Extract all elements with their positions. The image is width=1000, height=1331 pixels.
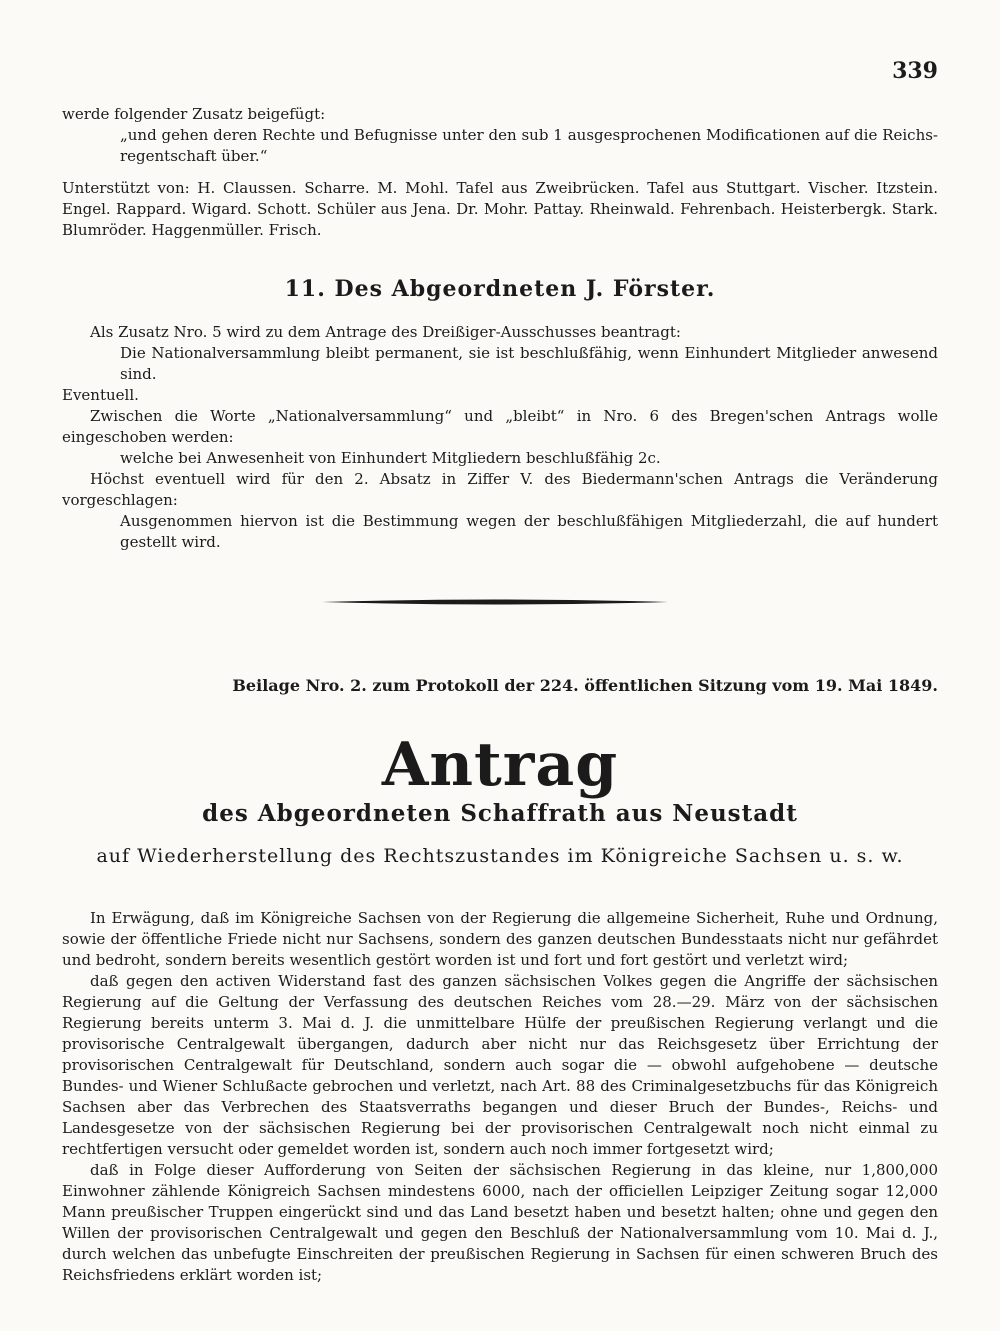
hoechst-eventuell-paragraph: Höchst eventuell wird für den 2. Absatz in Ziffer V. des Biedermann'schen Antrags die Veränderung vorgeschlagen: <box>62 470 938 509</box>
intro-line: werde folgender Zusatz beigefügt: <box>62 105 326 123</box>
truppen-paragraph: daß in Folge dieser Aufforderung von Seiten der sächsischen Regierung in das kleine, nur 1,800,000 Einwohner zählende Königreich Sachsen mindestens 6000, nach der officiellen Leipziger Zeitung sogar 12,000 Mann preußischer Truppen eingerückt sind und das Land besetzt haben und besetzt halten; ohne und gegen den Willen der provisorischen Centralgewalt und gegen den Beschluß der Nationalversammlung vom 10. Mai d. J., durch welchen das unbefugte Einschreiten der preußischen Regierung in Sachsen für einen schweren Bruch des Reichsfriedens erklärt worden ist; <box>62 1161 938 1284</box>
section-11-heading: 11. Des Abgeordneten J. Förster. <box>284 276 716 302</box>
section-divider-rule <box>322 598 668 606</box>
intro-quote: „und gehen deren Rechte und Befugnisse unter den sub 1 ausgesprochenen Modificationen auf die Reichs-regentschaft über.“ <box>120 126 938 165</box>
page-number: 339 <box>892 58 938 84</box>
zusatz-quote: Die Nationalversammlung bleibt permanent, sie ist beschlußfähig, wenn Einhundert Mitglieder anwesend sind. <box>120 344 938 383</box>
antrag-subtitle-2: auf Wiederherstellung des Rechtszustandes im Königreiche Sachsen u. s. w. <box>96 845 904 867</box>
antrag-subtitle: des Abgeordneten Schaffrath aus Neustadt <box>202 800 798 827</box>
hoechst-eventuell-quote: Ausgenommen hiervon ist die Bestimmung wegen der beschlußfähigen Mitgliederzahl, die auf hundert gestellt wird. <box>120 512 938 551</box>
widerstand-paragraph: daß gegen den activen Widerstand fast des ganzen sächsischen Volkes gegen die Angriffe der sächsischen Regierung auf die Geltung der Verfassung des deutschen Reiches vom 28.—29. März von der sächsischen Regierung bereits unterm 3. Mai d. J. die unmittelbare Hülfe der preußischen Regierung verlangt und die provisorische Centralgewalt übergangen, dadurch aber nicht nur das Reichsgesetz über Errichtung der provisorischen Centralgewalt für Deutschland, sondern auch sogar die — obwohl aufgehobene — deutsche Bundes- und Wiener Schlußacte gebrochen und verletzt, nach Art. 88 des Criminalgesetzbuchs für das Königreich Sachsen aber das Verbrechen des Staatsverraths begangen und dieser Bruch der Bundes-, Reichs- und Landesgesetze von der sächsischen Regierung bei der provisorischen Centralgewalt noch nicht einmal zu rechtfertigen versucht oder gemeldet worden ist, sondern auch noch immer fortgesetzt wird; <box>62 972 938 1158</box>
erwaegung-paragraph: In Erwägung, daß im Königreiche Sachsen von der Regierung die allgemeine Sicherheit, Ruhe und Ordnung, sowie der öffentliche Friede nicht nur Sachsens, sondern des ganzen deutschen Bundesstaats nicht nur gefährdet und bedroht, sondern bereits wesentlich gestört worden ist und fort und fort gestört und verletzt wird; <box>62 909 938 969</box>
beilage-line: Beilage Nro. 2. zum Protokoll der 224. öffentlichen Sitzung vom 19. Mai 1849. <box>232 676 938 695</box>
eventuell-quote: welche bei Anwesenheit von Einhundert Mitgliedern beschlußfähig 2c. <box>120 449 661 467</box>
zusatz-paragraph: Als Zusatz Nro. 5 wird zu dem Antrage des Dreißiger-Ausschusses beantragt: <box>90 323 681 341</box>
eventuell-paragraph: Zwischen die Worte „Nationalversammlung“ und „bleibt“ in Nro. 6 des Bregen'schen Antrags wolle eingeschoben werden: <box>62 407 938 446</box>
section-11-body <box>62 322 938 553</box>
eventuell-label: Eventuell. <box>62 386 139 404</box>
continuation-block <box>62 104 938 167</box>
supporters-paragraph: Unterstützt von: H. Claussen. Scharre. M. Mohl. Tafel aus Zweibrücken. Tafel aus Stuttgart. Vischer. Itzstein. Engel. Rappard. Wigard. Schott. Schüler aus Jena. Dr. Mohr. Pattay. Rheinwald. Fehrenbach. Heisterbergk. Stark. Blumröder. Haggenmüller. Frisch. <box>62 179 938 239</box>
antrag-body <box>62 908 938 1286</box>
antrag-title: Antrag <box>381 730 619 800</box>
